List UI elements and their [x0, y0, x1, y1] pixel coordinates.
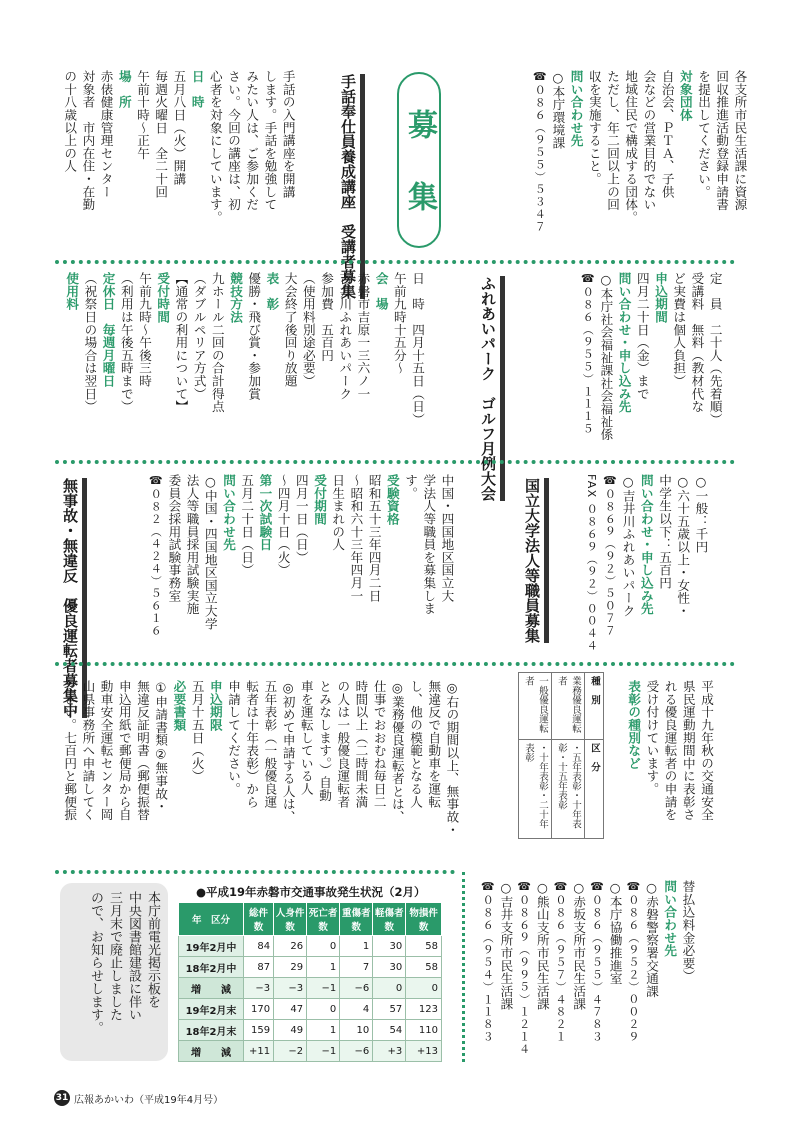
acc-header-5: 軽傷者数	[373, 903, 406, 936]
kokuritsu-title: 国立大学法人等職員募集	[522, 478, 549, 643]
boshu-heading: 募 集	[397, 72, 441, 248]
acc-header-2: 人身件数	[274, 903, 307, 936]
divider-4	[55, 870, 455, 874]
table-row: 18年2月中 87 29 1 7 30 58	[179, 957, 442, 978]
acc-header-1: 総件数	[244, 903, 274, 936]
divider-3	[55, 662, 735, 666]
kubun-row2-class: ・十年表彰・二十年表彰	[519, 740, 552, 839]
golf-fee-text: ○一般：千円 ○六十五歳以上・女性・ 中学生以下：五百円 問い合わせ・申し込み先 ○吉井川ふれあいパーク ☎０８６９（９２）５０７７ FAX ０８６９（９２）００４４	[585, 474, 709, 653]
shuwa-continued-text: 定 員 二十人（先着順） 受講料 無料（教材代な ど実費は個人負担） 申込期間 四月二十日（金）まで 問い合わせ・申し込み先 ○本庁社会福祉課社会福祉係 ☎０８６（９５５）１１１５	[581, 272, 723, 441]
kubun-header-class: 区 分	[585, 740, 604, 839]
kubun-row2-type: 一般優良運転者	[519, 673, 552, 740]
kubun-row1-type: 業務優良運転者	[552, 673, 585, 740]
acc-header-4: 重傷者数	[340, 903, 373, 936]
shuwa-title: 手話奉仕員養成講座 受講者募集	[338, 74, 365, 299]
denko-keijiban-note: 本庁前電光掲示板を 中央図書館建設に伴い 三月末で廃止しました ので、お知らせします。	[60, 883, 168, 1061]
acc-header-0: 年 区分	[179, 903, 244, 936]
table-row: 増 減 +11 −2 −1 −6 +3 +13	[179, 1041, 442, 1062]
golf-title: ふれあいパーク ゴルフ月例大会	[478, 276, 505, 501]
shigen-kaishu-text: 各支所市民生活課に資源 回収推進活動登録申請書 を提出してください。 対象団体 自治会、ＰＴＡ、子供 会などの営業目的でない 地域住民で構成する団体。 ただし、年二回以上の回 収を実施すること。 問い合わせ先 ○本庁環境課 ☎０８６（９５５）５３４７	[533, 70, 748, 234]
accident-table	[178, 902, 442, 1062]
table-row: 19年2月中 84 26 0 1 30 58	[179, 936, 442, 957]
yuryo-title: 無事故・無違反 優良運転者募集中	[60, 478, 87, 718]
page-footer	[54, 1090, 223, 1106]
table-row: 19年2月末 170 47 0 4 57 123	[179, 999, 442, 1020]
yuryo-detail-text: ◎右の期間以上、無事故・ 無違反で自動車を運転 し、他の模範となる人 ◎業務優良運転者とは、 仕事でおおむね毎日二 時間以上（二時間未満 の人は一般優良運転者 とみなします。）自動 車を運転している人 ◎初めて申請する人は、 五年表彰（一般優良運 転者は十年表彰）から 申請してください。 申込期限 五月十五日（火） 必要書類 ①申請書類②無事故・ 無違反証明書（郵便振替 申込用紙で郵便局から自 動車安全運転センター岡 山県事務所へ申請してく ださい。七百円と郵便振	[62, 680, 460, 836]
yuryo-intro-text: 平成十九年秋の交通安全 県民運動期間中に表彰さ れる優良運転者の申請を 受け付けています。 表彰の種別など	[626, 680, 715, 821]
divider-1	[55, 260, 735, 264]
hyosho-table	[518, 672, 604, 839]
kubun-header-type: 種 別	[585, 673, 604, 740]
kubun-row1-class: ・五年表彰・十年表彰・十五年表彰	[552, 740, 585, 839]
publication-name: 広報あかいわ（平成19年4月号）	[74, 1094, 224, 1106]
divider-vertical	[462, 872, 465, 1062]
contacts-text: 替払込料金必要） 問い合わせ先 ○赤磐警察署交通課 ☎０８６（９５２）００２９ ○本庁協働推進室 ☎０８６（９５５）４７８３ ○赤坂支所市民生活課 ☎０８６（９５７）４８２１ ○熊山支所市民生活課 ☎０８６９（９９５）１２１４ ○吉井支所市民生活課 ☎０８６（９５４）１１８３	[481, 880, 696, 1056]
page-number: 31	[54, 1090, 70, 1106]
acc-header-3: 死亡者数	[307, 903, 340, 936]
accident-table-title: ●平成19年赤磐市交通事故発生状況（2月）	[196, 885, 426, 899]
kokuritsu-text: 中国・四国地区国立大 学法人等職員を募集しま す。 受験資格 昭和五十三年四月二日 ～昭和六十三年四月一 日生まれの人 受付期間 四月一日（日） ～四月十日（火） 第一次試験日 五月二十日（日） 問い合わせ先 ○中国・四国地区国立大学 法人等職員採用試験実施 委員会採用試験事務室 ☎０８２（４２４）５６１６	[149, 474, 455, 638]
shuwa-text: 手話の入門講座を開講 します。手話を勉強して みたい人は、ご参加くだ さい。今回の講座は、初 心者を対象にしています。 日 時 五月八日（火）開講 毎週火曜日 全二十回 午前十時～正午 場 所 赤俵健康管理センター 対象者 市内在住・在勤 の十八歳以上の人	[62, 70, 296, 224]
golf-text: 日 時 四月十五日（日） 午前九時十五分～ 会 場 赤磐市吉原一三六ノ一 吉井川ふれあいパーク 参加費 五百円 （使用料別途必要） 大会終了後回り放題 表 彰 優勝・飛び賞・参加賞 競技方法 九ホール二回の合計得点 （ダブルペリア方式） 【通常の利用について】 受付時間 午前九時～午後三時 （利用は午後五時まで） 定休日 毎週月曜日 （祝祭日の場合は翌日） 使用料	[64, 272, 426, 426]
table-row: 増 減 −3 −3 −1 −6 0 0	[179, 978, 442, 999]
acc-header-6: 物損件数	[406, 903, 442, 936]
divider-2	[55, 460, 735, 464]
table-row: 18年2月末 159 49 1 10 54 110	[179, 1020, 442, 1041]
